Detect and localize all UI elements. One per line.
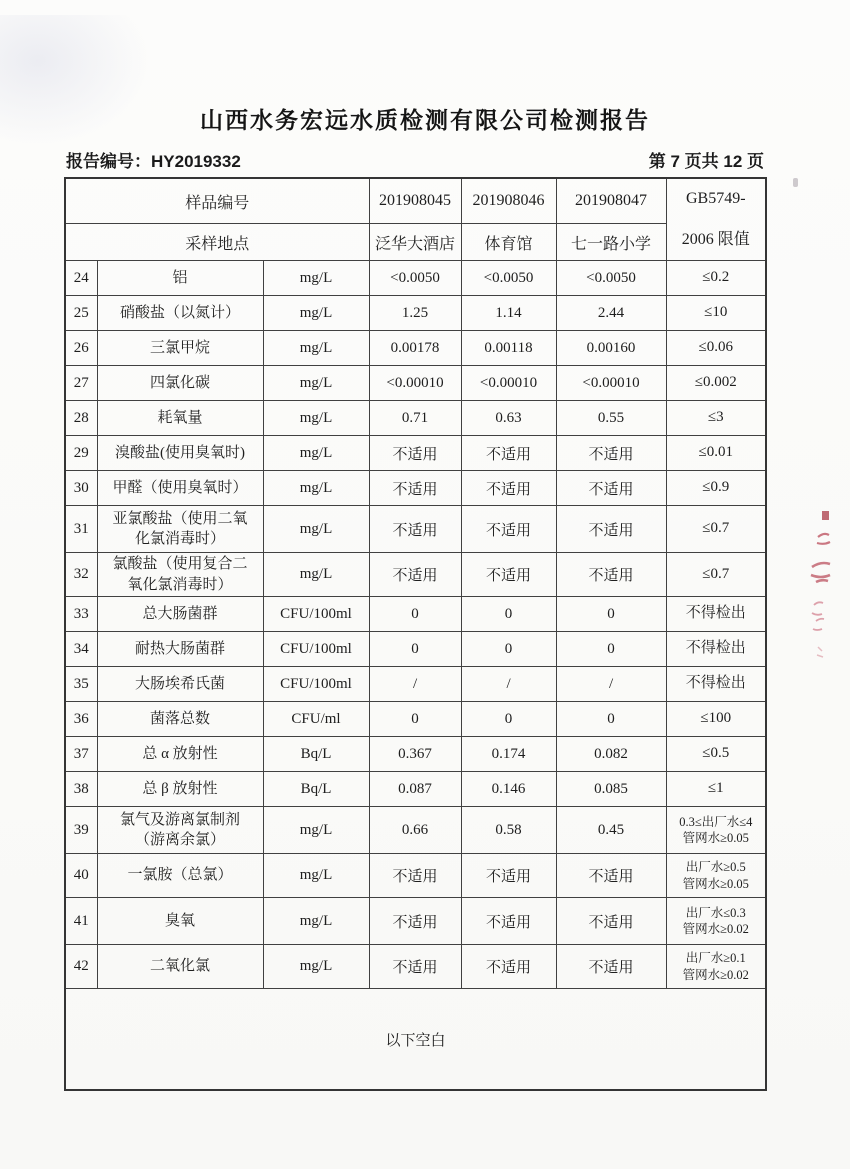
unit: mg/L [263,261,369,296]
value-sample1: <0.0050 [369,261,461,296]
unit: mg/L [263,331,369,366]
value-sample3: 0.085 [556,772,666,807]
row-number: 35 [65,667,97,702]
table-row [65,471,766,506]
value-sample2: / [461,667,556,702]
value-sample1: 不适用 [369,945,461,989]
value-sample1: 0.087 [369,772,461,807]
limit-value: 出厂水≤0.3 管网水≥0.02 [666,898,766,945]
value-sample1: 0.00178 [369,331,461,366]
table-row [65,436,766,471]
limit-value: ≤1 [666,772,766,807]
parameter-name: 大肠埃希氏菌 [97,667,263,702]
limit-value: 出厂水≥0.1 管网水≥0.02 [666,945,766,989]
parameter-name: 总 α 放射性 [97,737,263,772]
unit: mg/L [263,471,369,506]
row-number: 42 [65,945,97,989]
parameter-name: 总大肠菌群 [97,597,263,632]
value-sample2: 不适用 [461,506,556,553]
row-number: 40 [65,854,97,898]
limit-value: ≤0.06 [666,331,766,366]
unit: mg/L [263,366,369,401]
location-2: 体育馆 [461,224,556,261]
table-row [65,401,766,436]
unit: Bq/L [263,737,369,772]
value-sample2: 0 [461,597,556,632]
value-sample3: 0.45 [556,807,666,854]
parameter-name: 耗氧量 [97,401,263,436]
row-number: 29 [65,436,97,471]
value-sample3: 2.44 [556,296,666,331]
sample-id-1: 201908045 [369,178,461,224]
limit-value: 出厂水≥0.5 管网水≥0.05 [666,854,766,898]
blank-note: 以下空白 [65,989,766,1091]
parameter-name: 菌落总数 [97,702,263,737]
parameter-name: 铝 [97,261,263,296]
value-sample2: 不适用 [461,945,556,989]
unit: CFU/100ml [263,632,369,667]
value-sample2: 0.174 [461,737,556,772]
row-number: 41 [65,898,97,945]
value-sample1: 不适用 [369,854,461,898]
value-sample1: 1.25 [369,296,461,331]
unit: CFU/100ml [263,667,369,702]
water-quality-table [64,177,767,1091]
value-sample3: 不适用 [556,898,666,945]
value-sample2: 0.146 [461,772,556,807]
value-sample2: 不适用 [461,436,556,471]
value-sample2: 1.14 [461,296,556,331]
value-sample3: 不适用 [556,553,666,597]
sample-id-label: 样品编号 [65,178,369,224]
unit: mg/L [263,553,369,597]
value-sample1: 不适用 [369,553,461,597]
value-sample2: 0.63 [461,401,556,436]
location-3: 七一路小学 [556,224,666,261]
limit-value: ≤0.7 [666,506,766,553]
limit-value: ≤0.2 [666,261,766,296]
limit-value: ≤3 [666,401,766,436]
value-sample2: 不适用 [461,471,556,506]
limit-value: ≤10 [666,296,766,331]
header-row-location [65,224,766,261]
location-1: 泛华大酒店 [369,224,461,261]
limit-value: 不得检出 [666,597,766,632]
row-number: 34 [65,632,97,667]
limit-value: ≤0.01 [666,436,766,471]
row-number: 37 [65,737,97,772]
value-sample1: 不适用 [369,506,461,553]
value-sample3: <0.0050 [556,261,666,296]
blank-footer-row [65,989,766,1091]
limit-header-line1: GB5749- [686,190,746,207]
sample-id-2: 201908046 [461,178,556,224]
page-indicator: 第 7 页共 12 页 [648,152,764,171]
parameter-name: 二氧化氯 [97,945,263,989]
report-number: 报告编号：HY2019332 [66,152,241,171]
table-row [65,553,766,597]
limit-value: ≤100 [666,702,766,737]
value-sample1: <0.00010 [369,366,461,401]
unit: mg/L [263,401,369,436]
value-sample2: <0.00010 [461,366,556,401]
table-row [65,331,766,366]
parameter-name: 氯酸盐（使用复合二 氧化氯消毒时） [97,553,263,597]
parameter-name: 四氯化碳 [97,366,263,401]
table-row [65,854,766,898]
table-row [65,366,766,401]
value-sample3: 不适用 [556,854,666,898]
table-row [65,667,766,702]
value-sample3: 不适用 [556,436,666,471]
parameter-name: 一氯胺（总氯） [97,854,263,898]
table-row [65,261,766,296]
value-sample3: 0 [556,597,666,632]
table-row [65,506,766,553]
unit: mg/L [263,436,369,471]
page-title: 山西水务宏远水质检测有限公司检测报告 [200,107,650,133]
parameter-name: 氯气及游离氯制剂 （游离余氯） [97,807,263,854]
red-seal-fragment-icon [808,505,832,670]
row-number: 28 [65,401,97,436]
limit-header-line2: 2006 限值 [681,231,750,248]
value-sample1: 不适用 [369,471,461,506]
unit: mg/L [263,945,369,989]
limit-value: 不得检出 [666,667,766,702]
value-sample1: 不适用 [369,898,461,945]
value-sample3: / [556,667,666,702]
unit: mg/L [263,506,369,553]
value-sample2: <0.0050 [461,261,556,296]
value-sample3: 0.55 [556,401,666,436]
value-sample3: 0 [556,632,666,667]
value-sample3: 0.00160 [556,331,666,366]
value-sample2: 0.58 [461,807,556,854]
value-sample1: 0.71 [369,401,461,436]
row-number: 30 [65,471,97,506]
table-row [65,632,766,667]
limit-value: 0.3≤出厂水≤4 管网水≥0.05 [666,807,766,854]
sample-id-3: 201908047 [556,178,666,224]
table-row [65,296,766,331]
table-row [65,807,766,854]
row-number: 38 [65,772,97,807]
parameter-name: 亚氯酸盐（使用二氧 化氯消毒时） [97,506,263,553]
row-number: 32 [65,553,97,597]
parameter-name: 总 β 放射性 [97,772,263,807]
unit: CFU/100ml [263,597,369,632]
parameter-name: 甲醛（使用臭氧时） [97,471,263,506]
row-number: 27 [65,366,97,401]
value-sample1: 0.367 [369,737,461,772]
location-label: 采样地点 [65,224,369,261]
parameter-name: 溴酸盐(使用臭氧时) [97,436,263,471]
parameter-name: 三氯甲烷 [97,331,263,366]
limit-value: ≤0.7 [666,553,766,597]
value-sample1: 0 [369,597,461,632]
value-sample1: 不适用 [369,436,461,471]
table-row [65,772,766,807]
value-sample2: 不适用 [461,553,556,597]
value-sample1: 0 [369,702,461,737]
row-number: 24 [65,261,97,296]
limit-value: ≤0.5 [666,737,766,772]
limit-value: 不得检出 [666,632,766,667]
value-sample3: 不适用 [556,945,666,989]
limit-value: ≤0.002 [666,366,766,401]
value-sample2: 0 [461,702,556,737]
table-row [65,702,766,737]
row-number: 26 [65,331,97,366]
limit-value: ≤0.9 [666,471,766,506]
unit: CFU/ml [263,702,369,737]
unit: mg/L [263,296,369,331]
value-sample3: 0 [556,702,666,737]
value-sample2: 0.00118 [461,331,556,366]
value-sample3: 0.082 [556,737,666,772]
row-number: 31 [65,506,97,553]
value-sample1: 0.66 [369,807,461,854]
row-number: 33 [65,597,97,632]
parameter-name: 硝酸盐（以氮计） [97,296,263,331]
row-number: 25 [65,296,97,331]
value-sample1: 0 [369,632,461,667]
unit: mg/L [263,898,369,945]
row-number: 39 [65,807,97,854]
value-sample3: 不适用 [556,471,666,506]
value-sample2: 不适用 [461,854,556,898]
row-number: 36 [65,702,97,737]
table-row [65,737,766,772]
value-sample3: <0.00010 [556,366,666,401]
unit: Bq/L [263,772,369,807]
unit: mg/L [263,854,369,898]
table-row [65,597,766,632]
value-sample1: / [369,667,461,702]
scan-dot-artifact [793,178,798,187]
value-sample3: 不适用 [556,506,666,553]
report-meta-row [66,147,764,172]
parameter-name: 耐热大肠菌群 [97,632,263,667]
table-row [65,898,766,945]
header-row-sample-id [65,178,766,224]
limit-header [666,178,766,261]
value-sample2: 0 [461,632,556,667]
unit: mg/L [263,807,369,854]
parameter-name: 臭氧 [97,898,263,945]
value-sample2: 不适用 [461,898,556,945]
table-row [65,945,766,989]
